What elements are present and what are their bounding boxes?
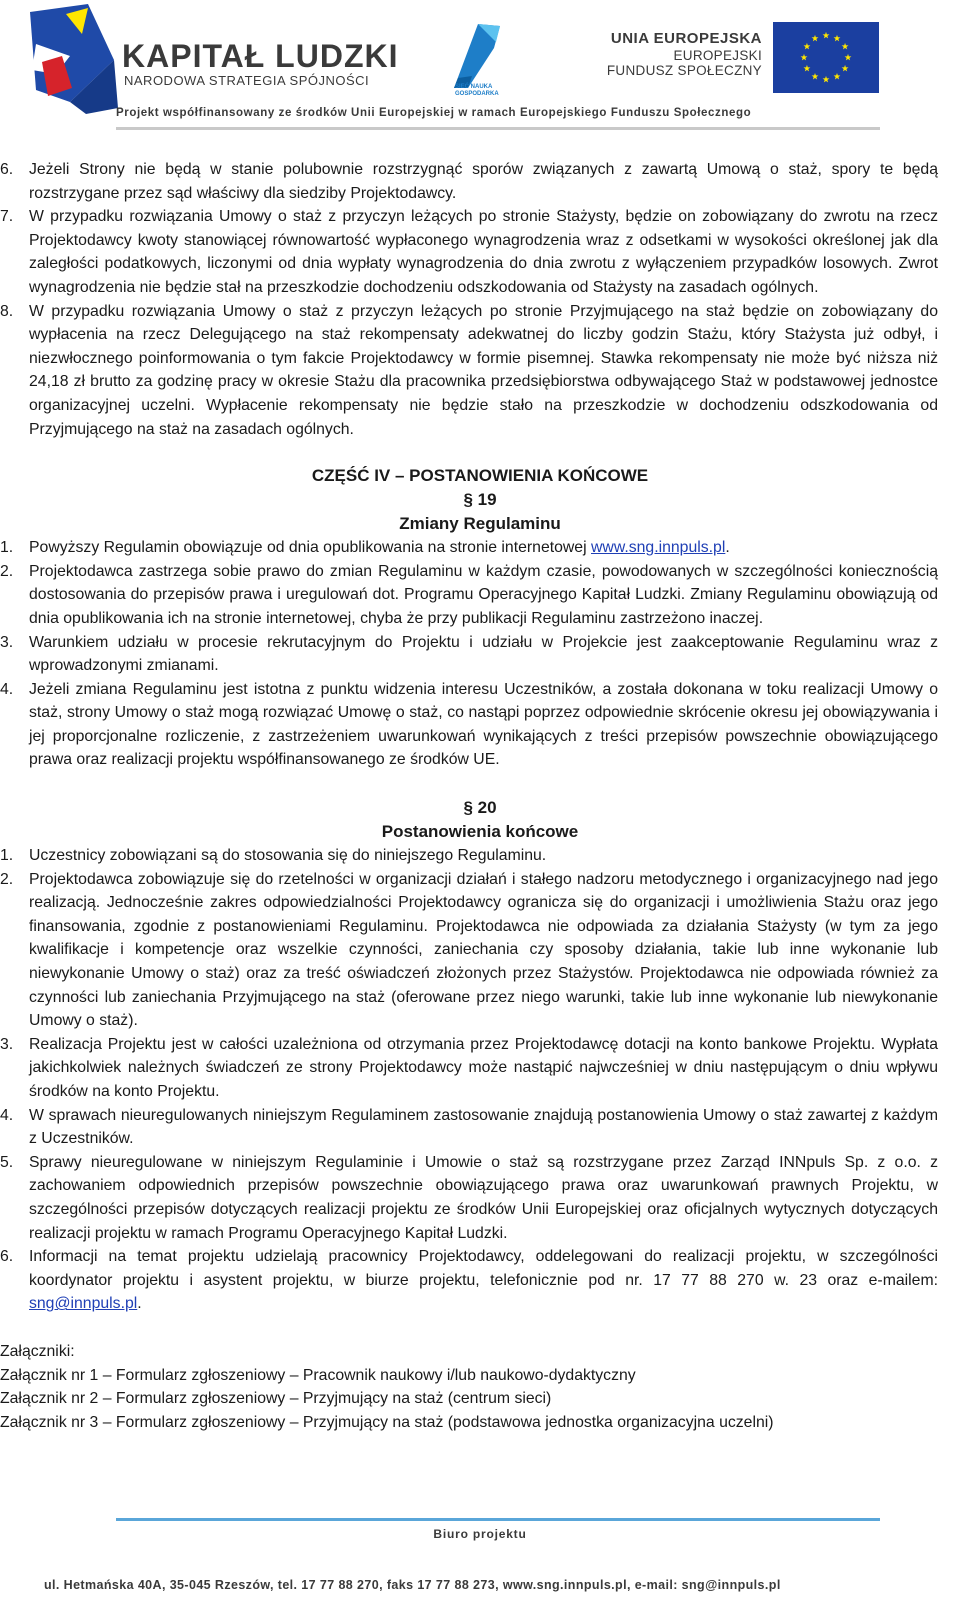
- part-title: CZĘŚĆ IV – POSTANOWIENIA KOŃCOWE: [311, 466, 649, 486]
- prev-section-list: [0, 158, 960, 441]
- page-header: [0, 0, 960, 140]
- eu-fund-line1: EUROPEJSKI: [673, 48, 762, 63]
- kapital-ludzki-title: KAPITAŁ LUDZKI: [122, 38, 399, 74]
- list-item: 8. W przypadku rozwiązania Umowy o staż z przyczyn leżących po stronie Przyjmującego na staż będzie on zobowiązany do wypłacenia na rzecz Delegującego na staż rekompensaty adekwatnej do liczby godzin Stażu, który Stażysta już odbył, i niezwłocznego poinformowania o tym fakcie Projektodawcy w formie pisemnej. Stawka rekompensaty nie może być niższa niż 24,18 zł brutto za godzinę pracy w okresie Stażu dla pracownika przedsiębiorstwa odbywającego Staż w podstawowej jednostce organizacyjnej uczelni. Wypłacenie rekompensaty nie będzie stało na przeszkodzie w dochodzeniu odszkodowania od Przyjmującego na staż na zasadach ogólnych.: [0, 302, 938, 438]
- paragraph-20-number: § 20: [463, 798, 497, 818]
- paragraph-20-heading: Postanowienia końcowe: [381, 822, 579, 842]
- eu-text-block: [600, 30, 762, 78]
- paragraph-19-number: § 19: [463, 490, 497, 510]
- document-body: [0, 158, 960, 1434]
- list-item: 1. Powyższy Regulamin obowiązuje od dnia opublikowania na stronie internetowej www.sng.innpuls.pl.: [0, 539, 730, 557]
- footer-divider: [116, 1518, 880, 1521]
- list-item: 4. W sprawach nieuregulowanych niniejszym Regulaminem zastosowanie znajdują postanowienia Umowy o staż zawartej z każdym z Uczestników.: [0, 1106, 938, 1148]
- footer-office-label: Biuro projektu: [433, 1527, 527, 1541]
- sng-logo-text: SIEĆ NAUKA GOSPODARKA: [455, 84, 499, 97]
- project-cofinancing-line: Projekt współfinansowany ze środków Unii Europejskiej w ramach Europejskiego Funduszu Społecznego: [116, 107, 752, 119]
- list-item: 3. Realizacja Projektu jest w całości uzależniona od otrzymania przez Projektodawcę dotacji na konto bankowe Projektu. Wypłata jakichkolwiek należnych świadczeń ze strony Projektodawcy może nastąpić najwcześniej w dniu następującym o dniu wpływu środków na konto Projektu.: [0, 1035, 938, 1100]
- list-item: 2. Projektodawca zastrzega sobie prawo do zmian Regulaminu w każdym czasie, powodowanych w szczególności koniecznością dostosowania do przepisów prawa i uregulowań dot. Programu Operacyjnego Kapitał Ludzki. Zmiany Regulaminu obowiązują od dnia opublikowania ich na stronie internetowej, chyba że przy publikacji Regulaminu zastrzeżono inaczej.: [0, 562, 938, 627]
- list-item: 3. Warunkiem udziału w procesie rekrutacyjnym do Projektu i udziału w Projekcie jest zaakceptowanie Regulaminu wraz z wprowadzonymi zmianami.: [0, 633, 938, 675]
- kapital-ludzki-subtitle: NARODOWA STRATEGIA SPÓJNOŚCI: [124, 73, 370, 88]
- attachment-item: Załącznik nr 1 – Formularz zgłoszeniowy – Pracownik naukowy i/lub naukowo-dydaktyczny: [0, 1366, 636, 1384]
- paragraph-19-list: [0, 536, 960, 772]
- eu-flag-icon: [773, 22, 879, 93]
- attachment-item: Załącznik nr 3 – Formularz zgłoszeniowy – Przyjmujący na staż (podstawowa jednostka organizacyjna uczelni): [0, 1413, 774, 1431]
- attachments-title: Załączniki:: [0, 1342, 75, 1360]
- attachment-item: Załącznik nr 2 – Formularz zgłoszeniowy – Przyjmujący na staż (centrum sieci): [0, 1390, 552, 1408]
- eu-title: UNIA EUROPEJSKA: [610, 30, 762, 47]
- footer-address: ul. Hetmańska 40A, 35-045 Rzeszów, tel. 17 77 88 270, faks 17 77 88 273, www.sng.innpuls.pl, e-mail: sng@innpuls.pl: [44, 1578, 781, 1592]
- attachments-block: [0, 1340, 960, 1434]
- header-divider: [116, 127, 880, 130]
- kapital-ludzki-logo: [26, 4, 121, 114]
- list-item: 1. Uczestnicy zobowiązani są do stosowania się do niniejszego Regulaminu.: [0, 847, 547, 865]
- paragraph-20-list: [0, 844, 960, 1316]
- list-item: 4. Jeżeli zmiana Regulaminu jest istotna z punktu widzenia interesu Uczestników, a została dokonana w toku realizacji Umowy o staż, strony Umowy o staż mogą rozwiązać Umowę o staż, co nastąpi poprzez odpowiednie skrócenie okresu jej obowiązywania i jej proporcjonalne rozliczenie, z zastrzeżeniem uwarunkowań wynikających z treści przepisów powszechnie obowiązującego prawa oraz realizacji projektu współfinansowanego ze środków UE.: [0, 680, 938, 769]
- list-item: 6. Jeżeli Strony nie będą w stanie polubownie rozstrzygnąć sporów związanych z zawartą Umową o staż, spory te będą rozstrzygane przez sąd właściwy dla siedziby Projektodawcy.: [0, 161, 938, 202]
- list-item: 5. Sprawy nieuregulowane w niniejszym Regulaminie i Umowie o staż są rozstrzygane przez Zarząd INNpuls Sp. z o.o. z zachowaniem odpowiednich przepisów powszechnie obowiązującego prawa oraz uwarunkowań prawnych Projektu, w szczególności przepisów dotyczących realizacji projektu ze środków Unii Europejskiej oraz oficjalnych wytycznych dotyczących realizacji projektu w ramach Programu Operacyjnego Kapitał Ludzki.: [0, 1153, 938, 1242]
- paragraph-19-heading: Zmiany Regulaminu: [399, 514, 561, 534]
- list-item: 2. Projektodawca zobowiązuje się do rzetelności w organizacji działań i stałego nadzoru metodycznego i organizacyjnego nad jego realizacją. Jednocześnie zakres odpowiedzialności Projektodawcy ogranicza się do organizacji i umożliwienia Stażu oraz jego finansowania, zgodnie z postanowieniami Regulaminu. Projektodawca nie odpowiada za działania Stażysty (w tym za jego kwalifikacje i kompetencje oraz wszelkie czynności, zaniechania czy sposoby działania, takie lub inne wykonanie lub niewykonanie Umowy o staż) oraz za treść oświadczeń złożonych przez Stażystów. Projektodawca nie odpowiada również za czynności lub zaniechania Przyjmującego na staż (oferowane przez niego warunki, takie lub inne wykonanie lub niewykonanie Umowy o staż).: [0, 870, 938, 1030]
- list-item: 7. W przypadku rozwiązania Umowy o staż z przyczyn leżących po stronie Stażysty, będzie on zobowiązany do zwrotu na rzecz Projektodawcy kwoty stanowiącej równowartość wypłaconego wynagrodzenia wraz z odsetkami w wysokości określonej jak dla zaległości podatkowych, liczonymi od dnia wypłaty wynagrodzenia do dnia zwrotu z wyłączeniem przypadków losowych. Zwrot wynagrodzenia nie będzie stał na przeszkodzie dochodzeniu odszkodowania od Stażysty na zasadach ogólnych.: [0, 208, 938, 296]
- list-item: 6. Informacji na temat projektu udzielają pracownicy Projektodawcy, oddelegowani do realizacji projektu, w szczególności koordynator projektu i asystent projektu, w biurze projektu, telefonicznie pod nr. 17 77 88 270 w. 23 oraz e-mailem: sng@innpuls.pl.: [0, 1248, 938, 1313]
- email-link[interactable]: sng@innpuls.pl: [29, 1295, 138, 1313]
- website-link[interactable]: www.sng.innpuls.pl: [591, 539, 726, 557]
- eu-fund-line2: FUNDUSZ SPOŁECZNY: [606, 63, 762, 78]
